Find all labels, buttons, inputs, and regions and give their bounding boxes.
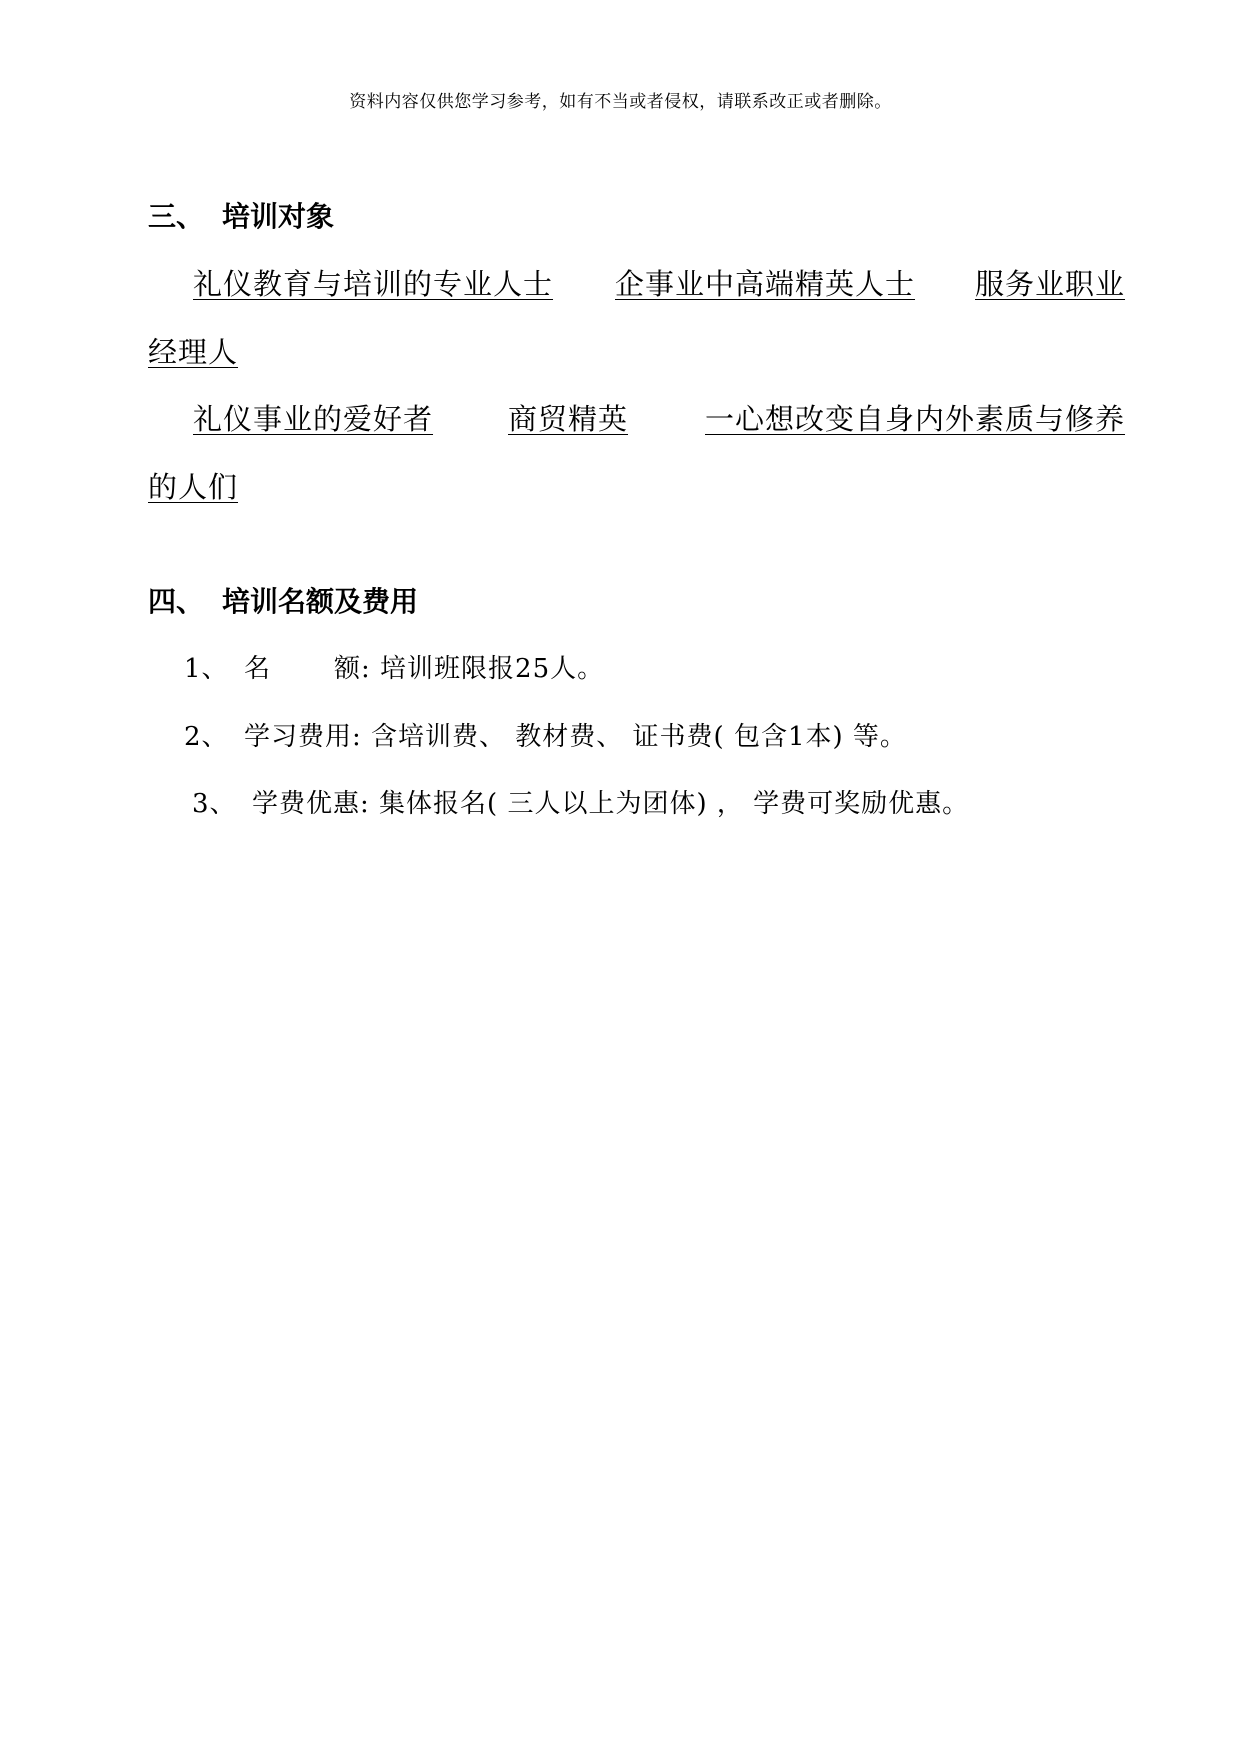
section-title: 培训对象 [222,200,335,233]
item-label: 学费优惠: [252,789,370,819]
item-index: 1、 [184,654,229,684]
target-item: 商贸精英 [508,402,629,436]
target-line-3 [193,397,433,438]
target-item: 的人们 [148,470,239,504]
target-item: 企事业中高端精英人士 [615,267,916,301]
target-item: 服务业职业 [975,267,1126,301]
fee-item-3 [192,783,969,820]
target-item: 礼仪事业的爱好者 [193,402,434,436]
section-title: 培训名额及费用 [222,585,419,618]
target-line-1c [975,262,1125,303]
section-number: 四、 [148,585,205,618]
item-text: 集体报名( 三人以上为团体) ， 学费可奖励优惠。 [379,789,970,819]
section-heading-3 [148,195,334,235]
item-label-a: 名 [244,654,272,684]
item-index: 2、 [184,722,229,752]
target-item: 经理人 [148,335,239,369]
target-item: 一心想改变自身内外素质与修养 [705,402,1126,436]
fee-item-1 [184,648,604,685]
target-line-2 [148,330,238,371]
item-index: 3、 [192,789,237,819]
page-header-note: 资料内容仅供您学习参考，如有不当或者侵权，请联系改正或者删除。 [349,92,892,112]
target-line-4 [148,465,238,506]
target-line-1b [615,262,915,303]
section-heading-4 [148,580,418,620]
item-label-b: 额: [334,654,371,684]
target-line-3c [705,397,1125,438]
target-line-3b [508,397,628,438]
target-line-1 [193,262,553,303]
item-text: 含培训费、 教材费、 证书费( 包含1本) 等。 [371,722,907,752]
target-item: 礼仪教育与培训的专业人士 [193,267,554,301]
section-number: 三、 [148,200,205,233]
item-label: 学习费用: [244,722,362,752]
fee-item-2 [184,716,907,753]
item-text: 培训班限报25人。 [380,654,605,684]
